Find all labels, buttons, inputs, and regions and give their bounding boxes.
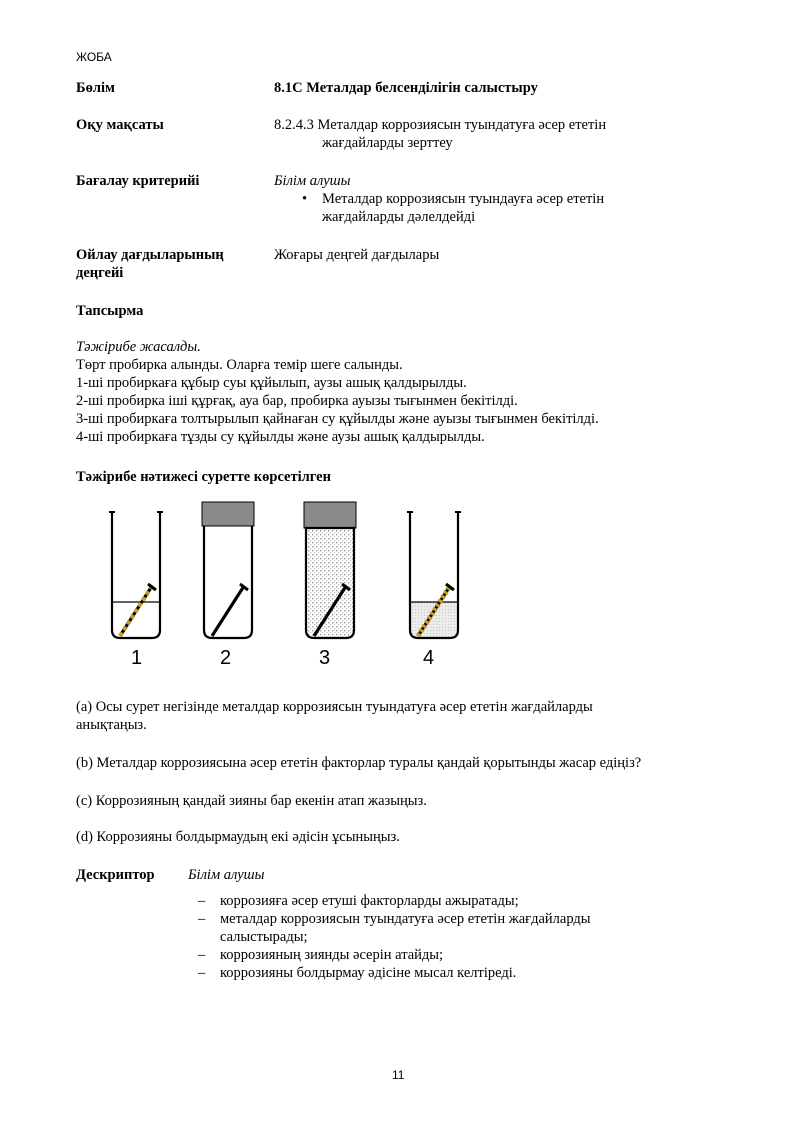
thinking-skills-label-line: деңгейі bbox=[76, 265, 124, 281]
thinking-skills-label bbox=[76, 246, 266, 282]
test-tubes-figure bbox=[100, 498, 480, 670]
task-intro: Тәжірибе жасалды. bbox=[76, 339, 201, 355]
stopper-2 bbox=[202, 502, 254, 526]
descriptor-item: – коррозияның зиянды әсерін атайды; bbox=[198, 946, 658, 964]
question-a-line: (a) Осы сурет негізінде металдар коррозиясын туындатуға әсер ететін жағдайларды bbox=[76, 699, 593, 715]
criteria-bullet-line: Металдар коррозиясын туындауға әсер ететін bbox=[322, 191, 605, 207]
descriptor-item: – коррозияны болдырмау әдісіне мысал келтіреді. bbox=[198, 964, 658, 982]
section-value: 8.1С Металдар белсенділігін салыстыру bbox=[274, 80, 538, 96]
learning-objective-line: 8.2.4.3 Металдар коррозиясын туындатуға әсер ететін bbox=[274, 117, 607, 133]
test-tube-2 bbox=[202, 502, 254, 638]
page-number: 11 bbox=[392, 1068, 405, 1082]
descriptor-label: Дескриптор bbox=[76, 867, 155, 883]
thinking-skills-label-line: Ойлау дағдыларының bbox=[76, 247, 224, 263]
criteria-bullet-line: жағдайларды дәлелдейді bbox=[322, 209, 476, 225]
section-label: Бөлім bbox=[76, 80, 115, 96]
tube-label-3: 3 bbox=[319, 647, 331, 669]
learning-objective-value bbox=[274, 116, 744, 152]
question-a bbox=[76, 698, 766, 734]
boiled-water bbox=[306, 528, 354, 638]
rust-spots-1 bbox=[120, 586, 152, 636]
descriptor-item: – коррозияға әсер етуші факторларды ажыратады; bbox=[198, 892, 658, 910]
task-heading: Тапсырма bbox=[76, 303, 144, 319]
learning-objective-label: Оқу мақсаты bbox=[76, 117, 164, 133]
task-line: 4-ші пробиркаға тұзды су құйылды және аузы ашық қалдырылды. bbox=[76, 429, 485, 445]
learning-objective-line: жағдайларды зерттеу bbox=[322, 135, 453, 151]
result-heading: Тәжірибе нәтижесі суретте көрсетілген bbox=[76, 469, 331, 485]
thinking-skills-value: Жоғары деңгей дағдылары bbox=[274, 247, 440, 263]
project-label: ЖОБА bbox=[76, 50, 112, 64]
criteria-intro: Білім алушы bbox=[274, 173, 351, 189]
question-b: (b) Металдар коррозиясына әсер ететін факторлар туралы қандай қорытынды жасар едіңіз? bbox=[76, 755, 642, 771]
tube-label-4: 4 bbox=[423, 647, 435, 669]
question-d: (d) Коррозияны болдырмаудың екі әдісін ұсыныңыз. bbox=[76, 829, 400, 845]
assessment-criteria-value bbox=[274, 172, 744, 226]
test-tube-3 bbox=[304, 502, 356, 638]
task-line: 3-ші пробиркаға толтырылып қайнаған су құйылды және ауызы тығынмен бекітілді. bbox=[76, 411, 599, 427]
task-body bbox=[76, 338, 756, 446]
assessment-criteria-label: Бағалау критерийі bbox=[76, 173, 200, 189]
bullet-dot-icon: • bbox=[302, 191, 308, 207]
descriptor-intro: Білім алушы bbox=[188, 867, 265, 883]
criteria-bullet-item bbox=[274, 190, 744, 226]
test-tube-4 bbox=[407, 512, 461, 638]
question-c: (c) Коррозияның қандай зияны бар екенін атап жазыңыз. bbox=[76, 793, 427, 809]
task-line: 1-ші пробиркаға құбыр суы құйылып, аузы ашық қалдырылды. bbox=[76, 375, 467, 391]
iron-nail-2 bbox=[212, 586, 244, 636]
tube-label-1: 1 bbox=[131, 647, 143, 669]
task-line: 2-ші пробирка іші құрғақ, ауа бар, пробирка ауызы тығынмен бекітілді. bbox=[76, 393, 518, 409]
test-tube-1 bbox=[109, 512, 163, 638]
tube-label-2: 2 bbox=[220, 647, 232, 669]
question-a-line: анықтаңыз. bbox=[76, 717, 147, 733]
descriptor-list bbox=[198, 892, 658, 982]
stopper-3 bbox=[304, 502, 356, 528]
task-line: Төрт пробирка алынды. Оларға темір шеге салынды. bbox=[76, 357, 403, 373]
descriptor-item: – металдар коррозиясын туындатуға әсер ететін жағдайларды салыстырады; bbox=[198, 910, 658, 946]
